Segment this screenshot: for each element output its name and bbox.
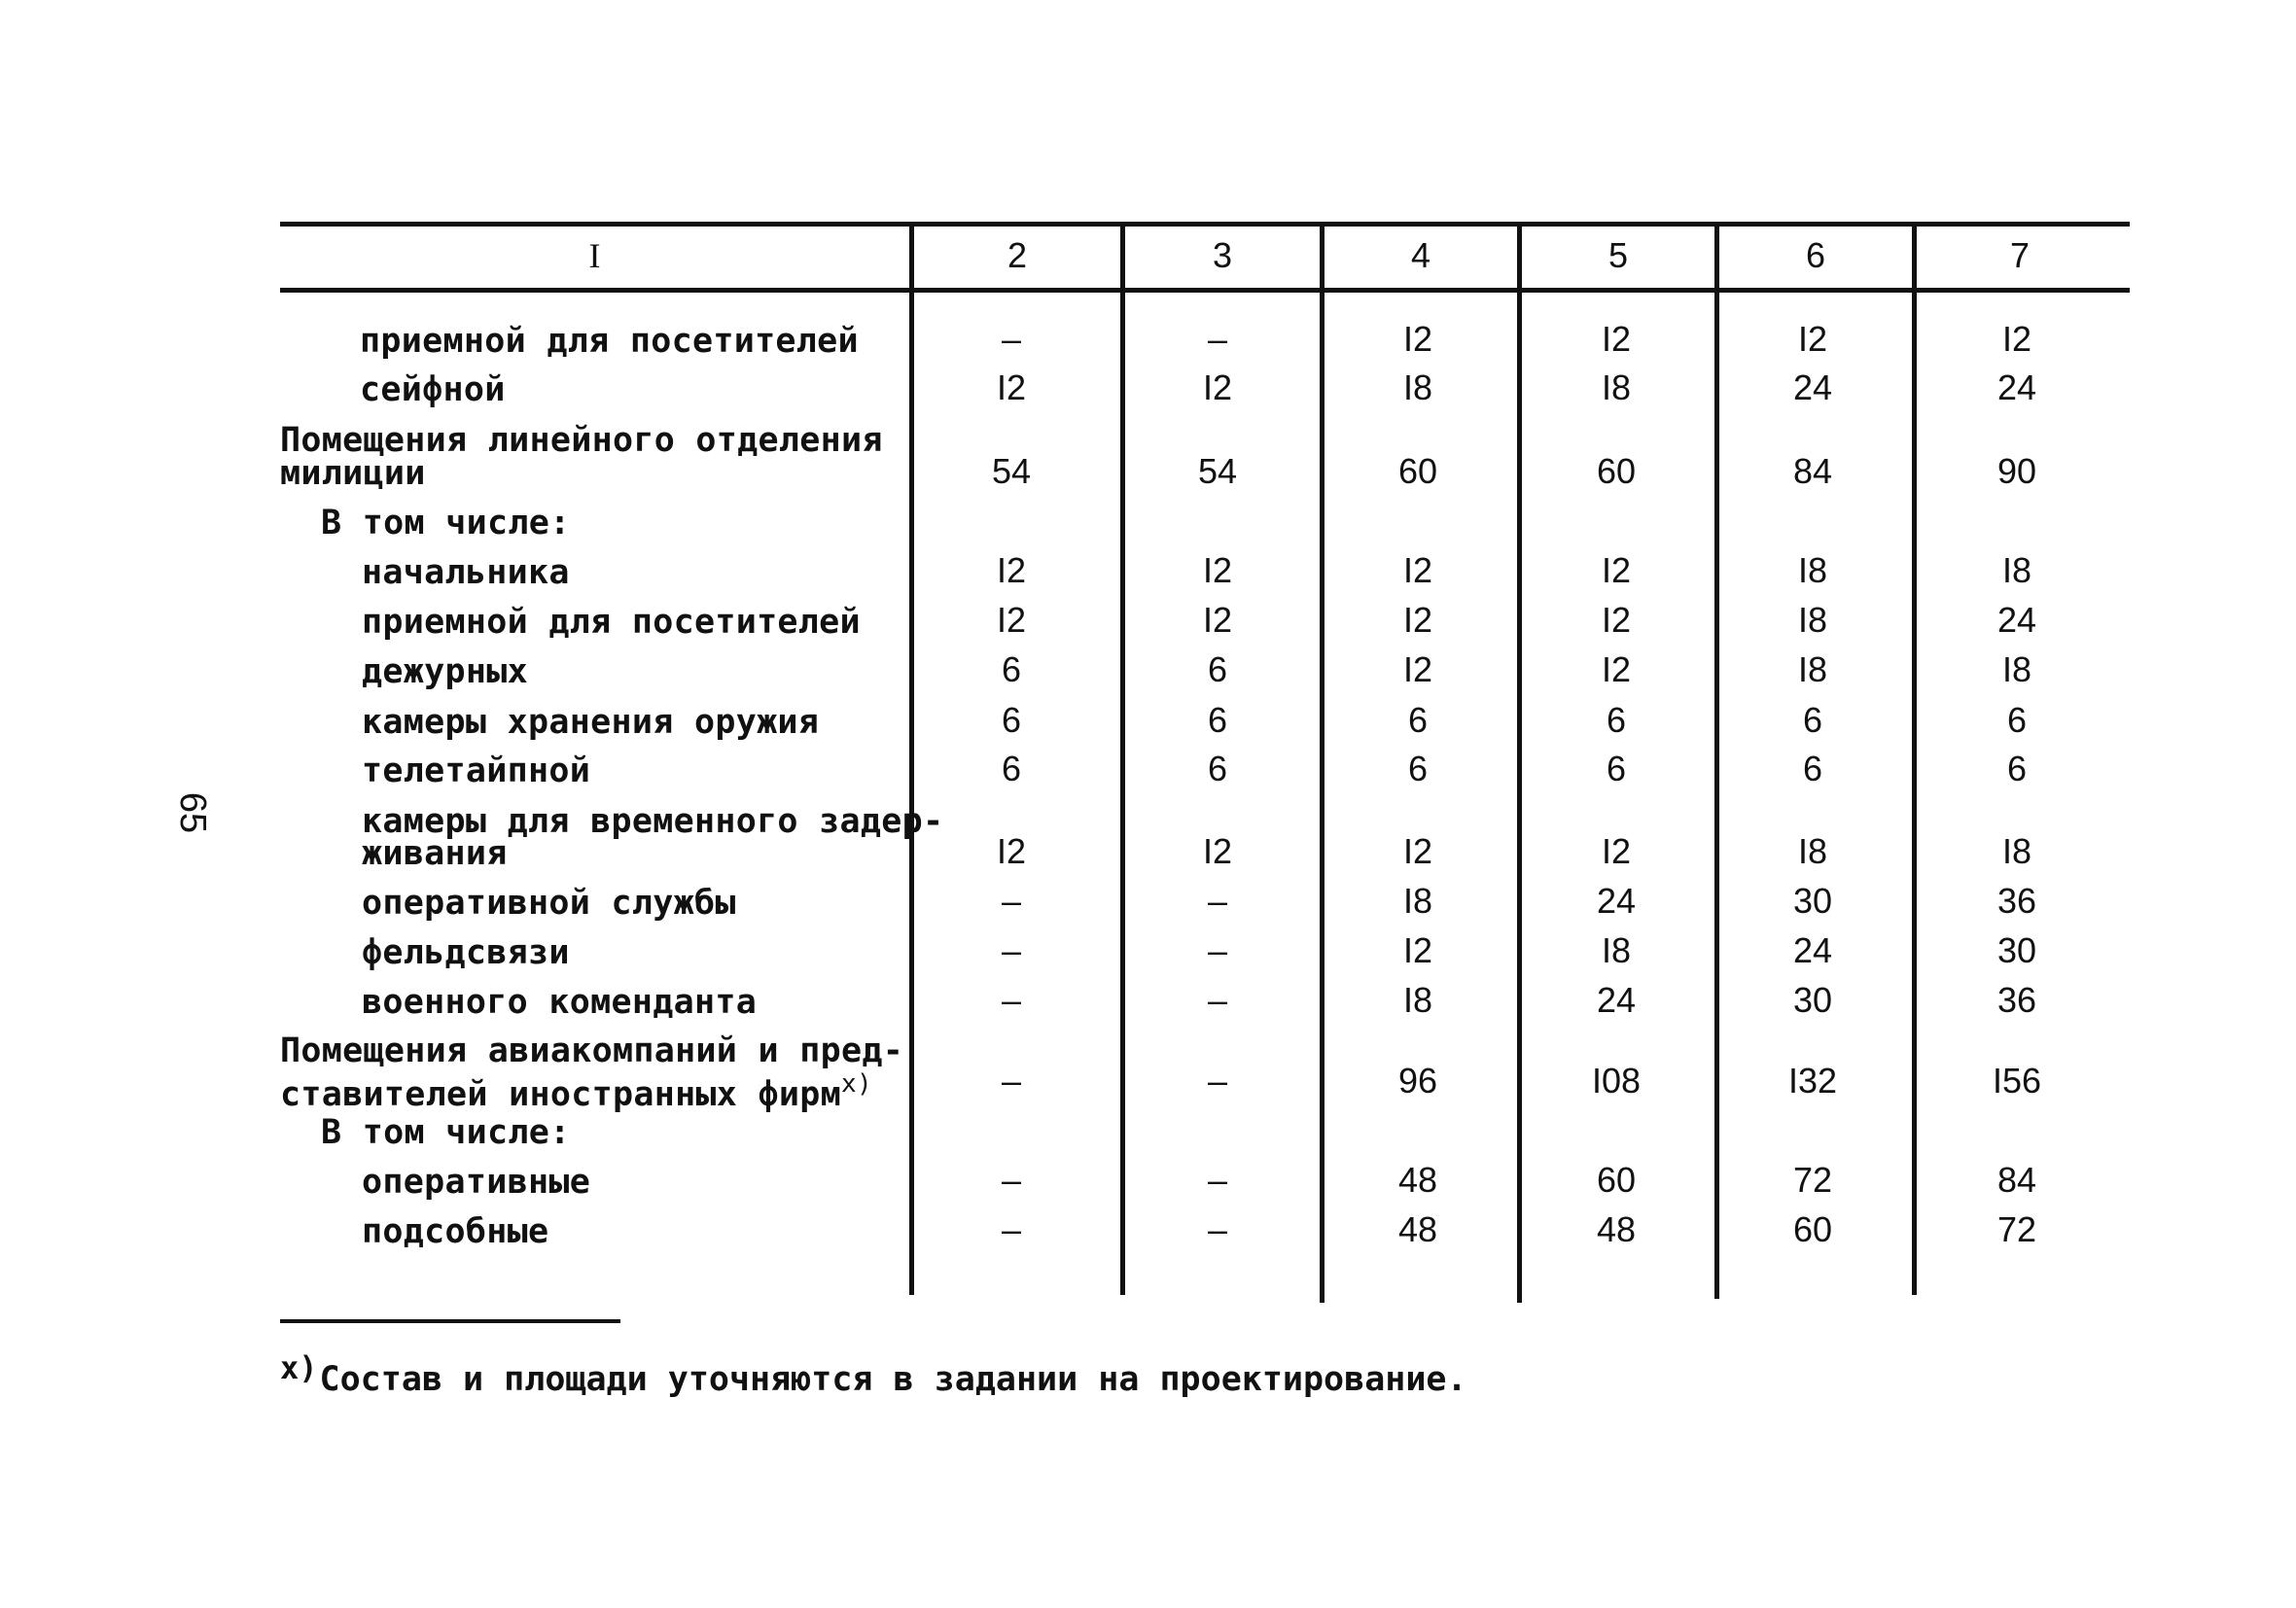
table-cell: 6 <box>1001 700 1022 740</box>
column-header: 2 <box>1007 235 1028 275</box>
row-label: приемной для посетителей <box>360 322 859 361</box>
table-cell: 36 <box>1996 881 2037 921</box>
table-cell: I2 <box>2001 319 2032 359</box>
table-cell: I2 <box>1402 649 1433 689</box>
table-cell: I08 <box>1591 1061 1642 1101</box>
table-cell: 6 <box>1407 700 1429 740</box>
table-cell: 24 <box>1996 600 2037 640</box>
table-cell: I8 <box>1402 980 1433 1020</box>
table-cell: I2 <box>1601 649 1632 689</box>
table-cell: – <box>1207 980 1228 1020</box>
table-cell: I2 <box>1797 319 1828 359</box>
row-label: фельдсвязи <box>362 933 570 972</box>
table-cell: – <box>1001 1160 1022 1200</box>
column-header: 4 <box>1410 235 1431 275</box>
table-cell: 60 <box>1792 1209 1833 1249</box>
table-cell: 60 <box>1596 451 1637 491</box>
table-cell: 48 <box>1397 1209 1438 1249</box>
column-header: I <box>588 236 601 275</box>
table-cell: 24 <box>1792 367 1833 407</box>
table-cell: I2 <box>1402 930 1433 970</box>
column-header: 5 <box>1607 235 1629 275</box>
table-cell: – <box>1001 319 1022 359</box>
table-cell: I2 <box>1601 831 1632 871</box>
row-label: Помещения авиакомпаний и пред- <box>280 1031 904 1070</box>
table-cell: – <box>1207 930 1228 970</box>
row-label: камеры для временного задер- <box>362 802 944 841</box>
table-cell: 6 <box>1207 749 1228 788</box>
table-cell: – <box>1207 1061 1228 1101</box>
row-label: подсобные <box>362 1212 549 1251</box>
table-cell: 24 <box>1596 881 1637 921</box>
column-divider <box>909 222 914 1295</box>
table-cell: I2 <box>1402 831 1433 871</box>
table-cell: I8 <box>2001 649 2032 689</box>
table-cell: – <box>1001 881 1022 921</box>
row-label-text: ставителей иностранных фирм <box>280 1075 842 1114</box>
table-cell: 30 <box>1792 980 1833 1020</box>
table-cell: 24 <box>1996 367 2037 407</box>
table-cell: 48 <box>1596 1209 1637 1249</box>
table-cell: 6 <box>1802 700 1823 740</box>
table-cell: I2 <box>1402 600 1433 640</box>
row-label: начальника <box>362 553 570 592</box>
table-cell: 24 <box>1596 980 1637 1020</box>
page-number: 65 <box>172 791 213 834</box>
table-cell: I32 <box>1787 1061 1838 1101</box>
table-cell: 54 <box>1197 451 1238 491</box>
column-divider <box>1517 222 1522 1303</box>
row-label: дежурных <box>362 652 528 691</box>
table-cell: I2 <box>1601 319 1632 359</box>
table-cell: 84 <box>1996 1160 2037 1200</box>
table-cell: I2 <box>1202 367 1233 407</box>
row-label: милиции <box>280 454 426 493</box>
row-label: приемной для посетителей <box>362 603 861 642</box>
table-cell: I8 <box>1601 367 1632 407</box>
row-label: телетайпной <box>362 752 591 790</box>
row-label: оперативной службы <box>362 884 736 923</box>
column-divider <box>1714 222 1719 1299</box>
column-divider <box>1120 222 1125 1295</box>
table-cell: I8 <box>1797 600 1828 640</box>
table-cell: 24 <box>1792 930 1833 970</box>
table-cell: I8 <box>1797 649 1828 689</box>
table-cell: 6 <box>1407 749 1429 788</box>
table-cell: I2 <box>1601 600 1632 640</box>
row-label: В том числе: <box>321 504 571 542</box>
table-cell: – <box>1001 980 1022 1020</box>
row-label <box>280 1067 872 1114</box>
footnote-rule <box>280 1319 620 1323</box>
table-cell: 6 <box>1606 700 1627 740</box>
table-cell: 54 <box>991 451 1032 491</box>
row-label: Помещения линейного отделения <box>280 421 883 460</box>
column-divider <box>1320 222 1325 1303</box>
table-cell: – <box>1207 881 1228 921</box>
table-cell: I2 <box>996 367 1027 407</box>
row-label: сейфной <box>360 370 506 409</box>
table-cell: 6 <box>1606 749 1627 788</box>
table-cell: 72 <box>1996 1209 2037 1249</box>
column-header: 6 <box>1805 235 1826 275</box>
row-label: камеры хранения оружия <box>362 703 820 742</box>
footnote-text: Состав и площади уточняются в задании на проектирование. <box>319 1360 1467 1399</box>
table-cell: I2 <box>996 831 1027 871</box>
table-cell: 6 <box>1207 700 1228 740</box>
table-cell: I8 <box>2001 550 2032 590</box>
table-cell: I2 <box>1202 831 1233 871</box>
table-cell: I2 <box>1601 550 1632 590</box>
table-cell: – <box>1207 1160 1228 1200</box>
table-cell: I2 <box>1402 319 1433 359</box>
table-cell: – <box>1001 1061 1022 1101</box>
table-cell: 30 <box>1792 881 1833 921</box>
table-cell: 6 <box>1001 649 1022 689</box>
table-cell: 30 <box>1996 930 2037 970</box>
table-cell: 96 <box>1397 1061 1438 1101</box>
table-cell: I8 <box>1797 831 1828 871</box>
table-cell: 36 <box>1996 980 2037 1020</box>
table-cell: I8 <box>1601 930 1632 970</box>
table-cell: I2 <box>996 600 1027 640</box>
table-cell: – <box>1001 930 1022 970</box>
table-cell: 6 <box>1207 649 1228 689</box>
table-cell: 60 <box>1397 451 1438 491</box>
table-cell: 72 <box>1792 1160 1833 1200</box>
row-label: живания <box>362 834 508 873</box>
footnote-marker: х) <box>280 1349 318 1386</box>
table-cell: I2 <box>996 550 1027 590</box>
table-cell: I8 <box>1797 550 1828 590</box>
column-header: 7 <box>2009 235 2031 275</box>
table-cell: I2 <box>1202 550 1233 590</box>
row-label: оперативные <box>362 1163 591 1202</box>
table-cell: 84 <box>1792 451 1833 491</box>
table-cell: 48 <box>1397 1160 1438 1200</box>
table-cell: 90 <box>1996 451 2037 491</box>
table-cell: I2 <box>1202 600 1233 640</box>
row-label: военного коменданта <box>362 983 758 1022</box>
table-cell: I56 <box>1992 1061 2042 1101</box>
table-cell: – <box>1207 319 1228 359</box>
footnote <box>280 1349 1467 1399</box>
table-cell: 6 <box>1802 749 1823 788</box>
table-cell: 6 <box>2006 700 2028 740</box>
table-cell: I8 <box>1402 881 1433 921</box>
row-label: В том числе: <box>321 1113 571 1152</box>
table-cell: 6 <box>1001 749 1022 788</box>
footnote-reference: х) <box>841 1069 872 1099</box>
table-cell: – <box>1207 1209 1228 1249</box>
table-cell: I2 <box>1402 550 1433 590</box>
column-header: 3 <box>1212 235 1233 275</box>
table-cell: I8 <box>2001 831 2032 871</box>
table-cell: – <box>1001 1209 1022 1249</box>
table-cell: 6 <box>2006 749 2028 788</box>
table-cell: I8 <box>1402 367 1433 407</box>
column-divider <box>1912 222 1917 1295</box>
table-cell: 60 <box>1596 1160 1637 1200</box>
